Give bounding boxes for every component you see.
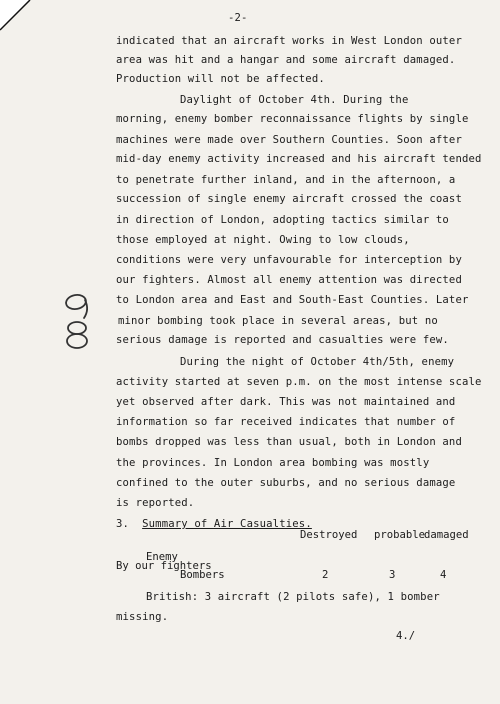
paragraph-2-line-1: Daylight of October 4th. During the <box>180 94 409 106</box>
section-title: Summary of Air Casualties. <box>142 518 312 530</box>
paragraph-2-line-4: mid-day enemy activity increased and his aircraft tended <box>116 153 482 165</box>
handwritten-margin-number <box>58 288 98 354</box>
column-destroyed: Destroyed <box>300 529 358 541</box>
value-destroyed: 2 <box>322 569 329 581</box>
corner-fold-mark <box>0 0 40 40</box>
row-group-enemy: Enemy <box>146 551 178 563</box>
row-sub-label-bombers: Bombers <box>180 569 225 581</box>
column-damaged: damaged <box>424 529 469 541</box>
paragraph-3-line-1: During the night of October 4th/5th, enemy <box>180 356 455 368</box>
value-probable: 3 <box>389 569 396 581</box>
paragraph-1-line-3: Production will not be affected. <box>116 73 325 85</box>
paragraph-2-line-3: machines were made over Southern Counties. Soon after <box>116 134 462 146</box>
paragraph-3-line-4: information so far received indicates that number of <box>116 416 456 428</box>
page-number: -2- <box>228 12 248 24</box>
paragraph-3-line-6: the provinces. In London area bombing was mostly <box>116 457 430 469</box>
paragraph-2-line-12: minor bombing took place in several areas, but no <box>118 315 438 327</box>
section-number: 3. <box>116 518 130 530</box>
column-probable: probable <box>374 529 426 541</box>
value-damaged: 4 <box>440 569 447 581</box>
paragraph-2-line-5: to penetrate further inland, and in the afternoon, a <box>116 174 456 186</box>
paragraph-3-line-8: is reported. <box>116 497 195 509</box>
paragraph-1-line-1: indicated that an aircraft works in West London outer <box>116 35 462 47</box>
paragraph-3-line-2: activity started at seven p.m. on the most intense scale <box>116 376 482 388</box>
section-3-heading <box>116 518 312 531</box>
paragraph-1-line-2: area was hit and a hangar and some aircraft damaged. <box>116 54 456 66</box>
catchword: 4./ <box>396 630 416 642</box>
row-label-fighters: By our fighters <box>116 560 212 572</box>
paragraph-2-line-13: serious damage is reported and casualties were few. <box>116 334 449 346</box>
paragraph-2-line-9: conditions were very unfavourable for interception by <box>116 254 462 266</box>
paragraph-2-line-8: those employed at night. Owing to low clouds, <box>116 234 410 246</box>
paragraph-3-line-7: confined to the outer suburbs, and no serious damage <box>116 477 456 489</box>
paragraph-2-line-2: morning, enemy bomber reconnaissance flights by single <box>116 113 469 125</box>
paragraph-2-line-7: in direction of London, adopting tactics similar to <box>116 214 449 226</box>
paragraph-2-line-6: succession of single enemy aircraft crossed the coast <box>116 193 462 205</box>
paragraph-2-line-11: to London area and East and South-East Counties. Later <box>116 294 469 306</box>
paragraph-3-line-3: yet observed after dark. This was not maintained and <box>116 396 456 408</box>
british-casualties-line-1: British: 3 aircraft (2 pilots safe), 1 bomber <box>146 591 440 603</box>
british-casualties-line-2: missing. <box>116 611 169 623</box>
paragraph-2-line-10: our fighters. Almost all enemy attention was directed <box>116 274 462 286</box>
paragraph-3-line-5: bombs dropped was less than usual, both in London and <box>116 436 462 448</box>
